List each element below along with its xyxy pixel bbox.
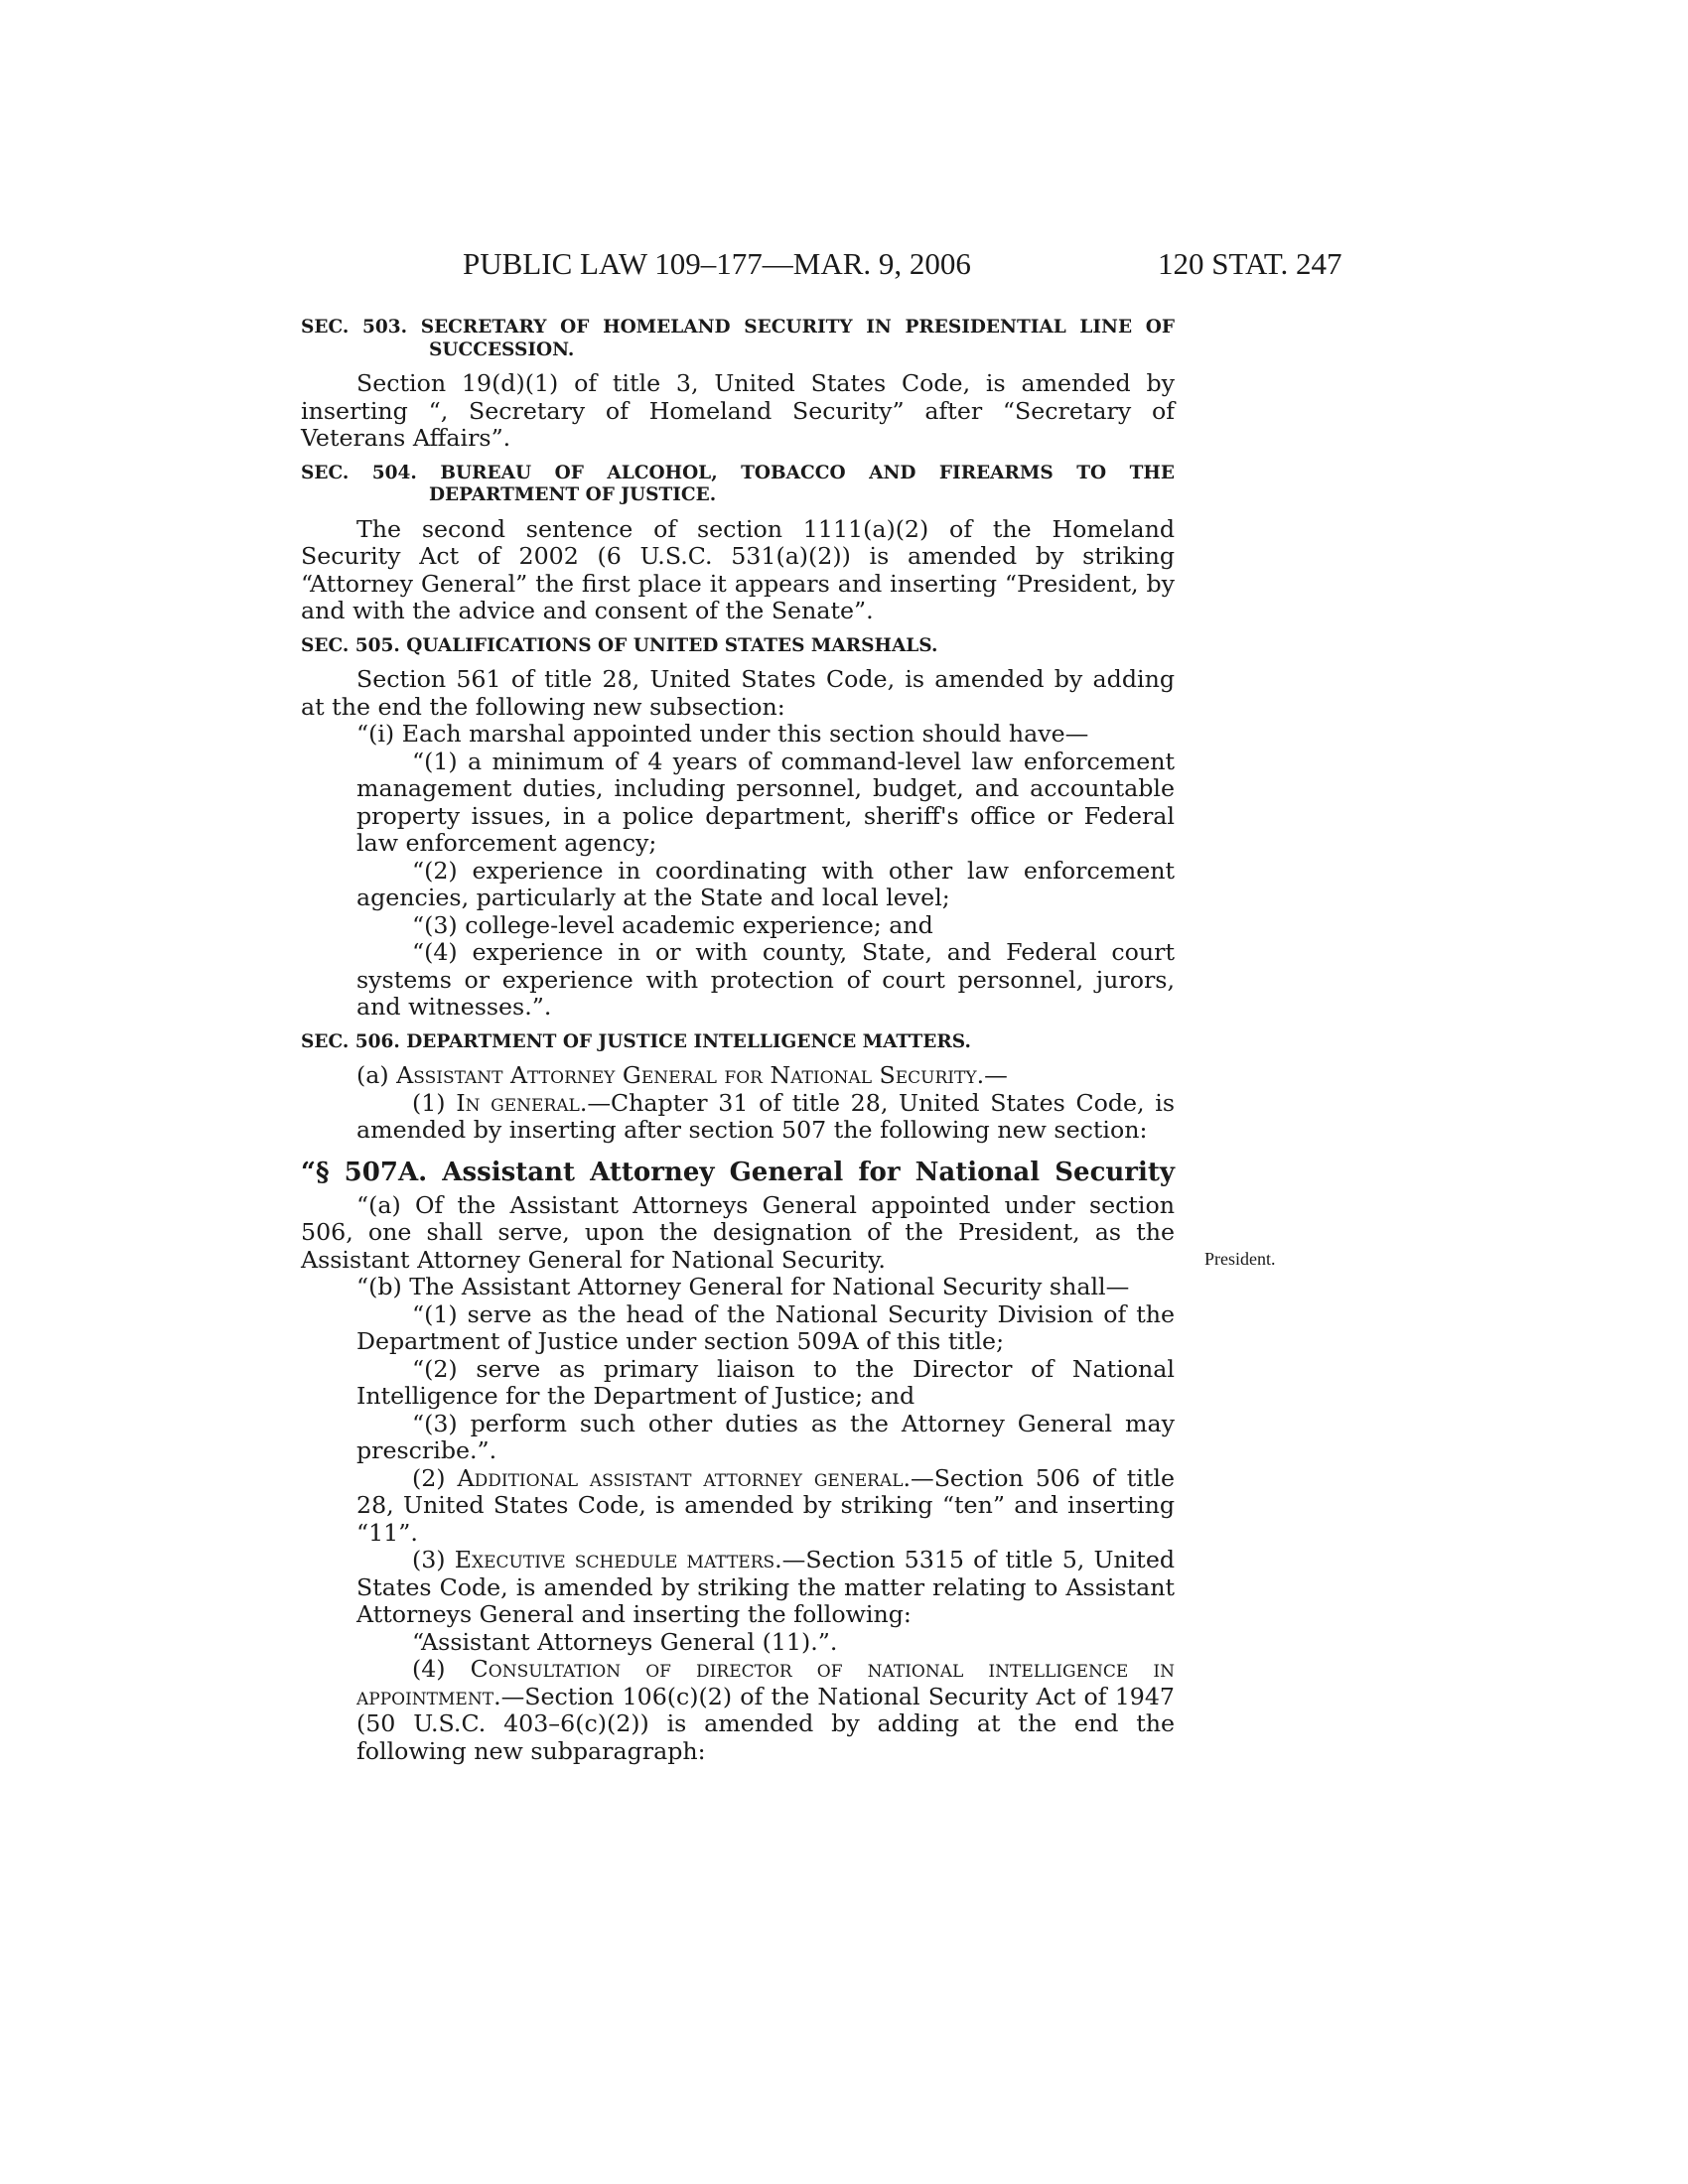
paragraph-2-label: (2): [412, 1463, 446, 1492]
paragraph-4-text: .—Section 106(c)(2) of the National Security Act of 1947 (50 U.S.C. 403–6(c)(2)) is amended by adding at the end the following new subparagraph:: [356, 1682, 1175, 1765]
section-506-paragraph-3: [301, 1547, 1175, 1629]
margin-note: President.: [1204, 1249, 1276, 1269]
paragraph-4-caption: Consultation of director of national intelligence in appointment: [356, 1655, 1176, 1710]
section-heading-503: SEC. 503. SECRETARY OF HOMELAND SECURITY IN PRESIDENTIAL LINE OF SUCCESSION.: [301, 317, 1175, 360]
section-506-paragraph-2: [301, 1465, 1175, 1548]
paragraph-2-caption: Additional assistant attorney general: [457, 1463, 904, 1492]
section-503-text: Section 19(d)(1) of title 3, United States Code, is amended by inserting “, Secretary of Homeland Security” after “Secretary of Veterans Affairs”.: [301, 369, 1175, 452]
running-header-title: PUBLIC LAW 109–177—MAR. 9, 2006: [463, 246, 971, 281]
subsection-a-label: (a): [356, 1061, 389, 1089]
section-heading-506: SEC. 506. DEPARTMENT OF JUSTICE INTELLIGENCE MATTERS.: [301, 1030, 971, 1052]
subsection-a-dash: .—: [976, 1061, 1008, 1089]
paragraph-1-caption: In general: [456, 1088, 580, 1117]
paragraph-4-label: (4): [412, 1655, 446, 1683]
section-506-paragraph-4: [301, 1656, 1175, 1765]
item-2-text: “(2) experience in coordinating with other law enforcement agencies, particularly at the State and local level;: [356, 856, 1175, 911]
section-505-item-2: [301, 858, 1175, 912]
section-507a-item-3: “(3) perform such other duties as the Attorney General may prescribe.”.: [356, 1409, 1175, 1464]
paragraph-3-label: (3): [412, 1546, 446, 1573]
section-505-subsection-i: “(i) Each marshal appointed under this section should have—: [356, 720, 1089, 748]
section-504-text: The second sentence of section 1111(a)(2) of the Homeland Security Act of 2002 (6 U.S.C. 531(a)(2)) is amended by striking “Attorney General” the first place it appears and inserting “President, by and with the advice and consent of the Senate”.: [301, 514, 1175, 624]
section-507a-heading: “§ 507A. Assistant Attorney General for National Security: [301, 1157, 1175, 1187]
section-507a-subsection-a: “(a) Of the Assistant Attorneys General appointed under section 506, one shall serve, upon the designation of the President, as the Assistant Attorney General for National Security.: [301, 1190, 1175, 1274]
section-506-paragraph-3-quote: “Assistant Attorneys General (11).”.: [412, 1627, 838, 1656]
section-heading-504: SEC. 504. BUREAU OF ALCOHOL, TOBACCO AND FIREARMS TO THE DEPARTMENT OF JUSTICE.: [301, 462, 1175, 505]
section-505-item-1: [245, 749, 1175, 858]
running-header-page-number: 120 STAT. 247: [1158, 246, 1342, 281]
section-505-item-4: “(4) experience in or with county, State, and Federal court systems or experience with protection of court personnel, jurors, and witnesses.”.: [356, 938, 1175, 1021]
section-heading-505: SEC. 505. QUALIFICATIONS OF UNITED STATES MARSHALS.: [301, 634, 938, 656]
document-body: [301, 317, 1175, 1765]
paragraph-2-text: .—Section 506 of title 28, United States Code, is amended by striking “ten” and inserting “11”.: [356, 1463, 1176, 1547]
section-505-item-3: “(3) college-level academic experience; and: [412, 910, 933, 939]
paragraph-1-text: .—Chapter 31 of title 28, United States Code, is amended by inserting after section 507 the following new section:: [356, 1088, 1175, 1144]
section-507a-item-2: “(2) serve as primary liaison to the Director of National Intelligence for the Department of Justice; and: [356, 1354, 1175, 1410]
item-1-text: “(1) a minimum of 4 years of command-level law enforcement management duties, including personnel, budget, and accountable property issues, in a police department, sheriff's office or Federal law enforcement agency;: [356, 747, 1175, 857]
section-506-paragraph-1: [301, 1090, 1175, 1145]
paragraph-3-text: .—Section 5315 of title 5, United States Code, is amended by striking the matter relating to Assistant Attorneys General and inserting the following:: [356, 1546, 1175, 1628]
section-506-subsection-a: [301, 1062, 1175, 1090]
paragraph-3-caption: Executive schedule matters: [454, 1546, 775, 1573]
paragraph-1-label: (1): [412, 1088, 446, 1117]
section-507a-subsection-b: “(b) The Assistant Attorney General for National Security shall—: [356, 1273, 1130, 1300]
subsection-a-caption: Assistant Attorney General for National Security: [396, 1061, 977, 1089]
section-507a-item-1: “(1) serve as the head of the National Security Division of the Department of Justice under section 509A of this title;: [356, 1299, 1175, 1355]
section-505-intro: Section 561 of title 28, United States Code, is amended by adding at the end the following new subsection:: [301, 665, 1175, 721]
